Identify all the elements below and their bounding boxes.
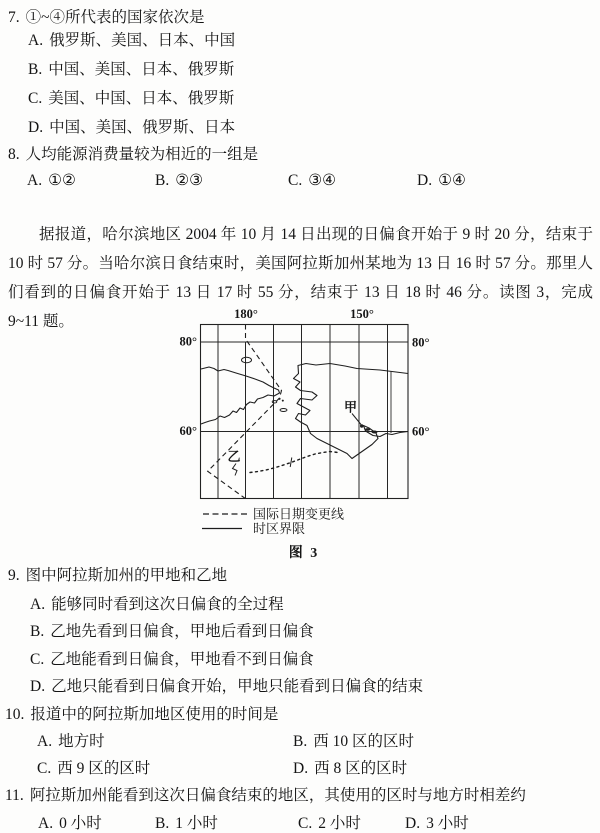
point-yi-leader-line [233, 464, 238, 476]
question-11-option-a [38, 815, 102, 833]
question-8-number: 8. [8, 146, 20, 163]
option-label: A. [27, 172, 43, 189]
chain-tick-mark [290, 458, 292, 468]
question-9-number: 9. [8, 567, 20, 584]
question-11-number: 11. [5, 787, 24, 804]
point-jia-leader-line [352, 414, 361, 425]
question-9 [8, 567, 227, 585]
option-text: 0 小时 [59, 815, 102, 832]
question-10-stem: 报道中的阿拉斯加地区使用的时间是 [30, 706, 279, 723]
wrangel-island [242, 357, 252, 363]
international-date-line [208, 325, 282, 499]
question-7-number: 7. [8, 9, 20, 26]
option-label: C. [298, 815, 313, 832]
small-island [272, 401, 277, 403]
time-zone-boundary-lines [218, 325, 388, 499]
option-text: 乙地先看到日偏食，甲地后看到日偏食 [50, 623, 314, 640]
longitude-label-180: 180° [234, 307, 258, 321]
question-10-number: 10. [5, 706, 25, 723]
question-8-stem: 人均能源消费量较为相近的一组是 [25, 146, 259, 163]
question-8-option-b [155, 172, 203, 190]
chukotka-coastline [201, 367, 280, 424]
question-10 [5, 706, 278, 724]
option-text: 地方时 [58, 733, 105, 750]
option-label: C. [288, 172, 303, 189]
option-label: B. [28, 61, 43, 78]
point-jia-marker [360, 424, 363, 427]
question-7 [8, 9, 205, 27]
kodiak-island [372, 431, 378, 434]
option-label: D. [30, 678, 46, 695]
question-10-option-d [293, 760, 407, 778]
option-text: 乙地能看到日偏食，甲地看不到日偏食 [50, 651, 314, 668]
option-text: 3 小时 [426, 815, 469, 832]
question-11-option-b [155, 815, 218, 833]
option-label: D. [405, 815, 421, 832]
diomede-island [278, 398, 280, 400]
question-11 [5, 787, 526, 805]
question-8-option-a [27, 172, 76, 190]
st-lawrence-island [280, 409, 287, 412]
latitude-label-60-right: 60° [412, 424, 430, 439]
option-text: 西 8 区的区时 [314, 760, 408, 777]
option-text: 1 小时 [175, 815, 218, 832]
diomede-island [282, 400, 284, 402]
question-7-stem: ①~④所代表的国家依次是 [25, 9, 205, 26]
point-jia-label: 甲 [343, 399, 358, 415]
option-label: B. [293, 733, 308, 750]
question-8-option-c [288, 172, 336, 190]
kodiak-island [365, 428, 370, 431]
question-9-option-c [30, 651, 314, 669]
question-9-stem: 图中阿拉斯加州的甲地和乙地 [25, 567, 228, 584]
option-label: B. [30, 623, 45, 640]
legend-date-line-label: 国际日期变更线 [253, 506, 345, 522]
option-text: 俄罗斯、美国、日本、中国 [49, 32, 236, 49]
question-9-option-a [30, 596, 284, 614]
option-label: A. [37, 733, 53, 750]
option-label: D. [293, 760, 309, 777]
question-7-option-d [28, 119, 235, 137]
question-7-option-a [28, 32, 235, 50]
reading-passage: 据报道，哈尔滨地区 2004 年 10 月 14 日出现的日偏食开始于 9 时 20 分，结束于 10 时 57 分。当哈尔滨日食结束时，美国阿拉斯加州某地为 13 日 16 时 57 分。那里人们看到的日偏食开始于 13 日 17 时 55 分，结束于 13 日 18 时 46 分。读图 3，完成 9~11 题。 [8, 226, 593, 330]
option-text: 乙地只能看到日偏食开始，甲地只能看到日偏食的结束 [51, 678, 424, 695]
option-text: ①④ [438, 172, 466, 189]
latitude-label-80-right: 80° [412, 335, 430, 350]
legend-time-zone-label: 时区界限 [253, 521, 306, 536]
option-text: 西 10 区的区时 [313, 733, 414, 750]
question-7-option-b [28, 61, 234, 79]
figure-caption: 图 3 [288, 546, 320, 561]
option-text: ②③ [175, 172, 204, 189]
question-10-option-b [293, 733, 414, 751]
option-label: A. [30, 596, 46, 613]
question-8 [8, 146, 258, 164]
option-label: D. [28, 119, 44, 136]
aleutian-islands-chain [250, 452, 338, 473]
question-10-option-a [37, 733, 105, 751]
option-label: C. [37, 760, 52, 777]
option-text: 中国、美国、俄罗斯、日本 [49, 119, 236, 136]
latitude-label-60-left: 60° [179, 424, 197, 438]
option-label: B. [155, 815, 170, 832]
question-7-option-c [28, 90, 234, 108]
option-label: B. [155, 172, 170, 189]
option-label: C. [28, 90, 43, 107]
map-border [201, 325, 409, 499]
question-9-option-b [30, 623, 314, 641]
option-text: 2 小时 [318, 815, 361, 832]
option-text: ①② [48, 172, 76, 189]
option-label: A. [38, 815, 54, 832]
question-10-option-c [37, 760, 150, 778]
question-11-option-d [405, 815, 469, 833]
option-text: 能够同时看到这次日偏食的全过程 [51, 596, 284, 613]
question-11-option-c [298, 815, 361, 833]
option-text: 美国、中国、日本、俄罗斯 [48, 90, 235, 107]
question-8-option-d [417, 172, 466, 190]
figure-3-map [170, 305, 440, 565]
option-label: A. [28, 32, 44, 49]
latitude-label-80-left: 80° [179, 334, 197, 349]
longitude-label-150: 150° [350, 307, 374, 321]
option-text: ③④ [308, 172, 337, 189]
option-text: 西 9 区的区时 [57, 760, 151, 777]
option-label: D. [417, 172, 433, 189]
option-label: C. [30, 651, 45, 668]
option-text: 中国、美国、日本、俄罗斯 [48, 61, 235, 78]
point-yi-label: 乙 [227, 449, 241, 464]
question-9-option-d [30, 678, 423, 696]
question-11-stem: 阿拉斯加州能看到这次日偏食结束的地区，其使用的区时与地方时相差约 [29, 787, 526, 804]
